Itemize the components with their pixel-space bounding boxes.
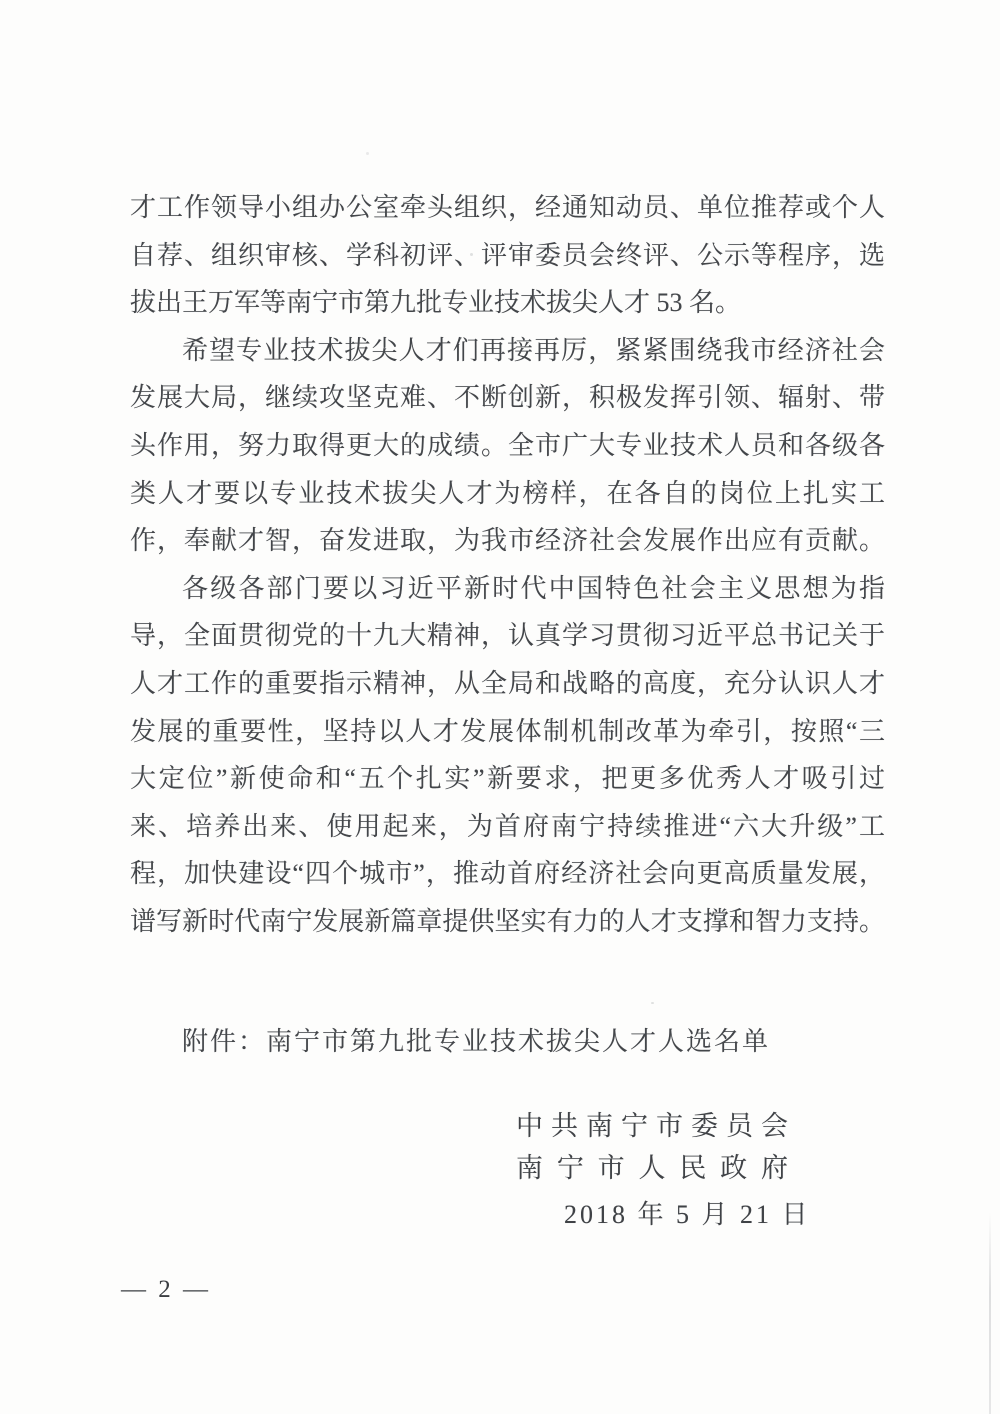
signature-org-party-committee: 中共南宁市委员会 — [516, 1111, 788, 1141]
text-line: 人才工作的重要指示精神，从全局和战略的高度，充分认识人才 — [130, 668, 885, 698]
text-line: 发展的重要性，坚持以人才发展体制机制改革为牵引，按照“三 — [130, 716, 885, 746]
signature-org-municipal-government: 南宁市人民政府 — [516, 1153, 788, 1183]
text-line: 程，加快建设“四个城市”，推动首府经济社会向更高质量发展， — [130, 859, 885, 889]
text-line: 谱写新时代南宁发展新篇章提供坚实有力的人才支撑和智力支持。 — [130, 906, 885, 936]
text-line: 大定位”新使命和“五个扎实”新要求，把更多优秀人才吸引过 — [130, 764, 885, 794]
text-line: 自荐、组织审核、学科初评、评审委员会终评、公示等程序，选 — [130, 240, 885, 270]
scan-speck — [470, 253, 473, 256]
scan-speck — [366, 152, 369, 155]
text-line: 作，奉献才智，奋发进取，为我市经济社会发展作出应有贡献。 — [130, 526, 885, 556]
scan-artifact-line — [989, 1212, 991, 1414]
text-line: 希望专业技术拔尖人才们再接再厉，紧紧围绕我市经济社会 — [182, 335, 885, 365]
text-line: 拔出王万军等南宁市第九批专业技术拔尖人才 53 名。 — [130, 288, 742, 318]
text-line: 头作用，努力取得更大的成绩。全市广大专业技术人员和各级各 — [130, 430, 885, 460]
text-line: 发展大局，继续攻坚克难、不断创新，积极发挥引领、辐射、带 — [130, 383, 885, 413]
signature-date: 2018 年 5 月 21 日 — [564, 1200, 811, 1229]
text-line: 来、培养出来、使用起来，为首府南宁持续推进“六大升级”工 — [130, 811, 885, 841]
text-line: 导，全面贯彻党的十九大精神，认真学习贯彻习近平总书记关于 — [130, 621, 885, 651]
attachment-line: 附件：南宁市第九批专业技术拔尖人才人选名单 — [182, 1027, 771, 1056]
document-body — [130, 184, 885, 946]
text-line: 各级各部门要以习近平新时代中国特色社会主义思想为指 — [182, 573, 885, 603]
scan-speck — [651, 1002, 654, 1004]
text-line: 类人才要以专业技术拔尖人才为榜样，在各自的岗位上扎实工 — [130, 478, 885, 508]
page-number: — 2 — — [121, 1276, 211, 1303]
text-line: 才工作领导小组办公室牵头组织，经通知动员、单位推荐或个人 — [130, 193, 885, 222]
